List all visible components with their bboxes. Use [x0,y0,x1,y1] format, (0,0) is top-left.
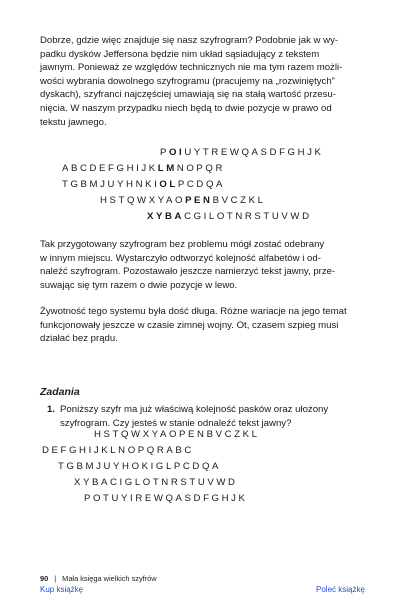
section-title-tasks: Zadania [40,386,80,398]
text-line: Dobrze, gdzie więc znajduje się nasz szyfrogram? Podobnie jak w wy- [40,35,339,46]
cipher-letters: HSTQWXYAO [100,195,186,206]
cipher-letters: ABCDEFGHIJK [62,163,158,174]
text-line: Tak przygotowany szyfrogram bez problemu mógł zostać odebrany [40,239,325,250]
cipher-row: XYBACIGLOTNRSTUVWD [74,477,238,488]
cipher-letters-highlight: OL [159,179,178,190]
text-line: szyfrogram. Czy jesteś w stanie odnaleźć tekst jawny? [60,417,292,429]
cipher-row [160,147,324,158]
task-text [60,403,360,430]
text-line: funkcjonowały jeszcze w czasie zimnej wojny. Ot, czasem szpieg musi [40,319,339,331]
intro-paragraph [40,34,366,129]
recommend-book-link[interactable]: Poleć książkę [316,585,365,594]
text-line: działać bez prądu. [40,333,118,345]
cipher-row [62,179,225,190]
text-line: Poniższy szyfr ma już właściwą kolejność pasków oraz ułożony [60,404,329,415]
text-line: tekstu jawnego. [40,116,107,128]
page-footer [40,574,157,583]
text-line: padku dysków Jeffersona będzie nim układ sąsiadujący z tekstem [40,48,320,60]
cipher-row: HSTQWXYAOPENBVCZKL [94,429,260,440]
cipher-letters-highlight: PEN [185,195,213,206]
cipher-letters: P [160,147,169,158]
task-number: 1. [47,404,56,415]
cipher-letters: TGBMJUYHNKI [62,179,160,190]
footer-separator: | [54,574,57,583]
cipher-row: TGBMJUYHOKIGLPCDQA [58,461,222,472]
explanation-paragraph [40,238,366,292]
cipher-row [147,211,312,222]
text-line: w innym miejscu. Wystarczyło odtworzyć kolejność alfabetów i od- [40,252,321,264]
cipher-row: DEFGHIJKLNOPQRABC [42,445,194,456]
text-line: suwając się tym razem o dwie pozycje w lewo. [40,279,238,291]
cipher-row: POTUYIREWQASDFGHJK [84,493,248,504]
cipher-letters: PCDQA [177,179,226,190]
buy-book-link[interactable]: Kup książkę [40,585,84,594]
cipher-letters-highlight: XYBA [147,211,185,222]
cipher-letters: CGILOTNRSTUVWD [184,211,312,222]
book-title: Mała księga wielkich szyfrów [62,574,157,583]
cipher-letters: UYTREWQASDFGHJK [184,147,324,158]
page-number: 90 [40,574,49,583]
text-line: dyskach), szyfranci najczęściej umawiają się na stałą wartość przesu- [40,89,336,101]
cipher-letters: NOPQR [176,163,226,174]
text-line: nięcia. W naszym przypadku niech będą to dwie pozycje w prawo od [40,102,332,114]
text-line: jawnym. Ponieważ ze względów technicznych nie ma tym razem możli- [40,62,343,74]
text-line: wości wybrania dowolnego szyfrogramu (pracujemy na „rozwiniętych” [40,75,335,87]
cipher-letters-highlight: LM [157,163,177,174]
cipher-row [62,163,225,174]
text-line: naleźć szyfrogram. Pozostawało jeszcze namierzyć tekst jawny, prze- [40,266,336,278]
text-line: Żywotność tego systemu była dość długa. Różne wariacje na jego temat [40,306,347,317]
cipher-letters-highlight: OI [169,147,185,158]
cipher-row [100,195,266,206]
history-paragraph [40,305,366,346]
cipher-letters: BVCZKL [212,195,266,206]
